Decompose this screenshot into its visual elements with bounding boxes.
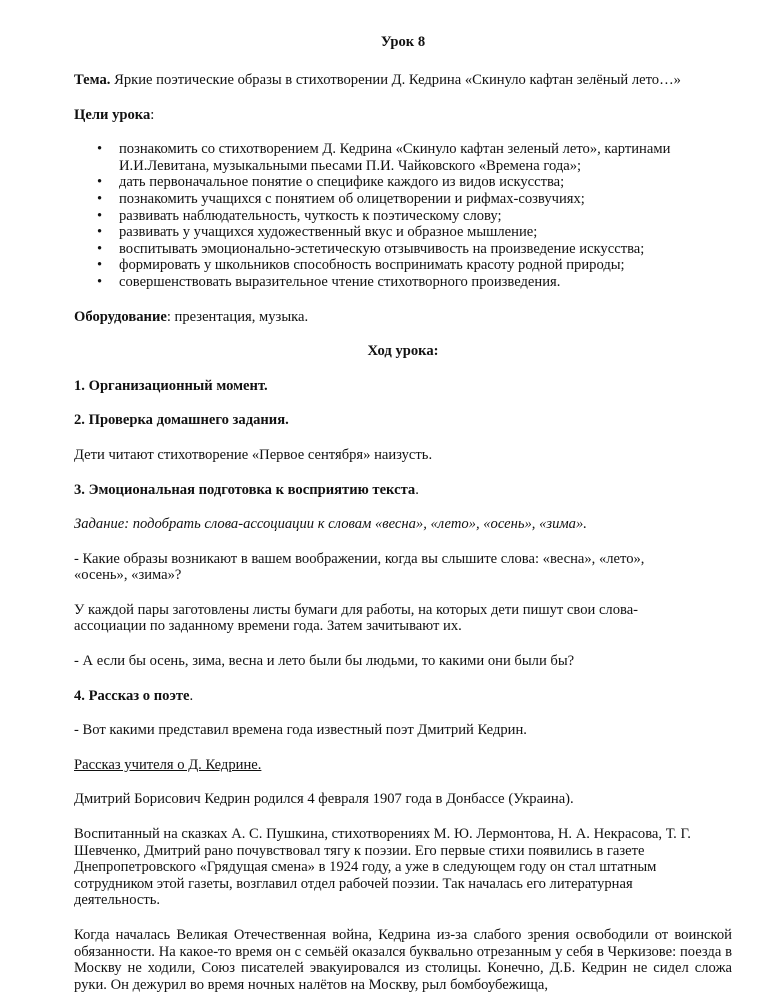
goals-heading: Цели урока: <box>74 106 155 123</box>
equipment-label: Оборудование <box>74 308 167 325</box>
goal-item: • познакомить учащихся с понятием об олицетворении и рифмах-созвучиях; <box>97 190 585 207</box>
bullet-icon: • <box>97 141 103 158</box>
section-3-heading: 3. Эмоциональная подготовка к восприятию текста <box>74 481 416 498</box>
section-2-heading: 2. Проверка домашнего задания. <box>74 412 289 429</box>
goal-item: • познакомить со стихотворением Д. Кедрина «Скинуло кафтан зеленый лето», картинами И.И.Левитана, музыкальными пьесами П.И. Чайковского «Времена года»; <box>97 141 671 174</box>
bullet-icon: • <box>97 224 103 241</box>
goal-item: • развивать у учащихся художественный вкус и образное мышление; <box>97 224 538 241</box>
goal-item: • совершенствовать выразительное чтение стихотворного произведения. <box>97 273 561 290</box>
section-4-heading-line: 4. Рассказ о поэте. <box>74 687 194 704</box>
goals-list <box>74 141 732 290</box>
bullet-icon: • <box>97 240 103 257</box>
section-3-activity: У каждой пары заготовлены листы бумаги для работы, на которых дети пишут свои слова-ассоциации по заданному времени года. Затем зачитывают их. <box>74 601 639 635</box>
bullet-icon: • <box>97 257 103 274</box>
bullet-icon: • <box>97 174 103 191</box>
section-4-heading: 4. Рассказ о поэте <box>74 687 190 704</box>
bullet-icon: • <box>97 273 103 290</box>
document-page <box>74 30 732 993</box>
goal-item: • формировать у школьников способность воспринимать красоту родной природы; <box>97 257 625 274</box>
section-4-intro: - Вот какими представил времена года известный поэт Дмитрий Кедрин. <box>74 722 527 739</box>
topic-text: Яркие поэтические образы в стихотворении Д. Кедрина «Скинуло кафтан зелёный лето…» <box>110 72 681 88</box>
goal-item: • развивать наблюдательность, чуткость к поэтическому слову; <box>97 207 502 224</box>
section-3-task: Задание: подобрать слова-ассоциации к словам «весна», «лето», «осень», «зима». <box>74 516 587 533</box>
procedure-title: Ход урока: <box>367 343 439 360</box>
biography-paragraph-3: Когда началась Великая Отечественная война, Кедрина из-за слабого зрения освободили от воинской обязанности. На какое-то время он с семьёй оказался буквально отрезанным у себя в Черкизове: поезда в Москву не ходили, Союз писателей эвакуировался из столицы. Конечно, Д.Б. Кедрин не сидел сложа руки. Он дежурил во время ночных налётов на Москву, рыл бомбоубежища, <box>74 927 732 993</box>
goals-label: Цели урока <box>74 106 151 123</box>
goal-item: • воспитывать эмоционально-эстетическую отзывчивость на произведение искусства; <box>97 240 645 257</box>
biography-paragraph-1: Дмитрий Борисович Кедрин родился 4 февраля 1907 года в Донбассе (Украина). <box>74 791 574 808</box>
topic-label: Тема. <box>74 72 111 88</box>
equipment-line <box>74 309 732 326</box>
section-3-question-1: - Какие образы возникают в вашем воображении, когда вы слышите слова: «весна», «лето», «осень», «зима»? <box>74 550 645 584</box>
section-2-text: Дети читают стихотворение «Первое сентября» наизусть. <box>74 446 433 463</box>
bullet-icon: • <box>97 207 103 224</box>
topic-line <box>74 72 732 89</box>
section-3-question-2: - А если бы осень, зима, весна и лето были бы людьми, то какими они были бы? <box>74 653 575 670</box>
goal-item: • дать первоначальное понятие о специфике каждого из видов искусства; <box>97 174 565 191</box>
lesson-title: Урок 8 <box>380 34 426 50</box>
biography-paragraph-2: Воспитанный на сказках А. С. Пушкина, стихотворениях М. Ю. Лермонтова, Н. А. Некрасова, Т. Г. Шевченко, Дмитрий рано почувствовал тягу к поэзии. Его первые стихи появились в газете Днепропетровского «Грядущая смена» в 1924 году, а уже в следующем году он стал штатным сотрудником этой газеты, возглавил отдел рабочей поэзии. Так началась его литературная деятельность. <box>74 826 691 909</box>
section-3-heading-line: 3. Эмоциональная подготовка к восприятию текста. <box>74 481 419 498</box>
section-4-subheading: Рассказ учителя о Д. Кедрине. <box>74 756 262 773</box>
bullet-icon: • <box>97 190 103 207</box>
section-1-heading: 1. Организационный момент. <box>74 377 268 394</box>
equipment-text: : презентация, музыка. <box>166 308 309 325</box>
